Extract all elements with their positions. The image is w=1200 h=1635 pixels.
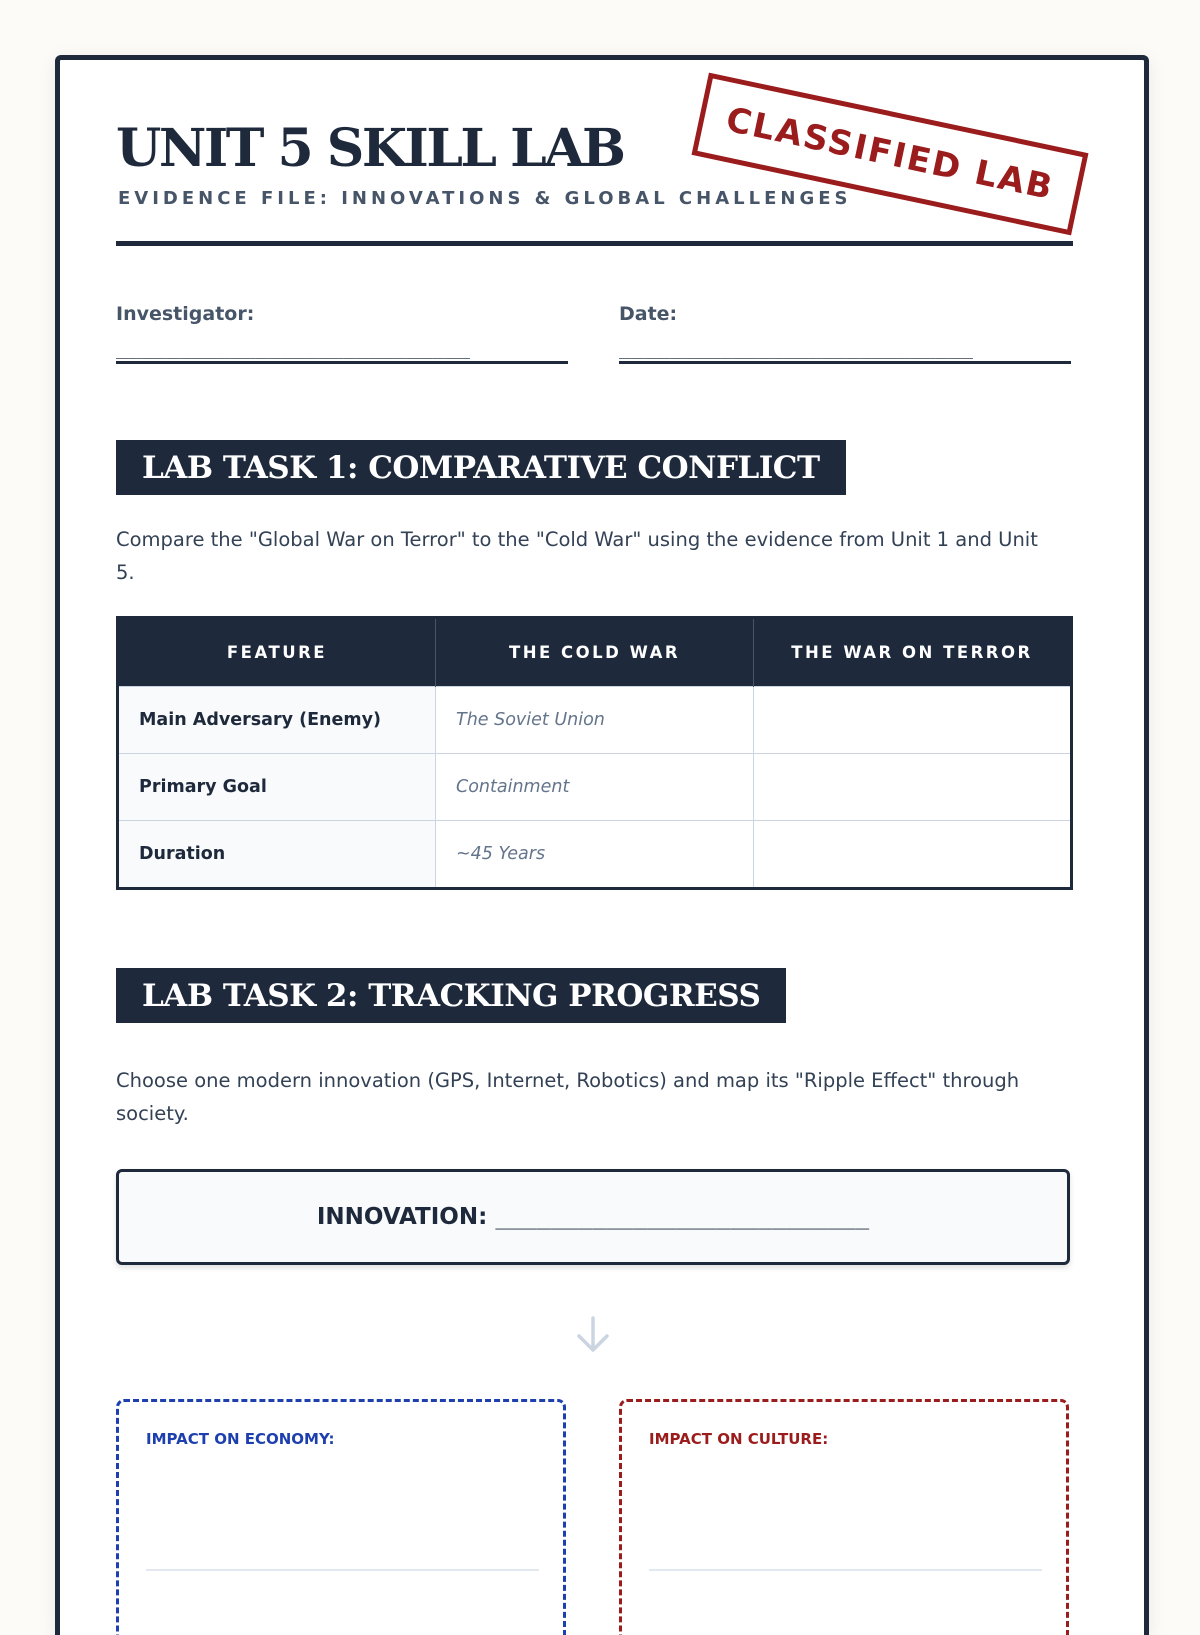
feature-cell: Primary Goal xyxy=(118,754,436,821)
lab-worksheet xyxy=(55,55,1149,1635)
column-header-feature: FEATURE xyxy=(118,618,436,687)
cold-war-cell: ~45 Years xyxy=(436,821,754,889)
feature-cell: Main Adversary (Enemy) xyxy=(118,687,436,754)
table-header-row xyxy=(118,618,1072,687)
investigator-label: Investigator: xyxy=(116,303,255,325)
investigator-underline xyxy=(116,361,568,364)
date-underline xyxy=(619,361,1071,364)
date-blank[interactable]: ____________________________ xyxy=(619,335,974,359)
classified-stamp: CLASSIFIED LAB xyxy=(692,73,1089,236)
investigator-field[interactable] xyxy=(116,303,591,364)
header-divider xyxy=(116,241,1073,246)
feature-cell: Duration xyxy=(118,821,436,889)
impact-culture-label: IMPACT ON CULTURE: xyxy=(649,1430,829,1448)
investigator-blank[interactable]: ____________________________ xyxy=(116,335,471,359)
war-on-terror-answer-cell[interactable] xyxy=(754,687,1072,754)
war-on-terror-answer-cell[interactable] xyxy=(754,821,1072,889)
innovation-label: INNOVATION: xyxy=(316,1204,488,1230)
date-label: Date: xyxy=(619,303,678,325)
cold-war-cell: Containment xyxy=(436,754,754,821)
comparison-table xyxy=(116,616,1073,890)
task2-heading: LAB TASK 2: TRACKING PROGRESS xyxy=(116,968,786,1023)
table-row xyxy=(118,754,1072,821)
page-subtitle: EVIDENCE FILE: INNOVATIONS & GLOBAL CHALLENGES xyxy=(118,188,852,209)
impact-economy-label: IMPACT ON ECONOMY: xyxy=(146,1430,335,1448)
table-row xyxy=(118,821,1072,889)
page-title: UNIT 5 SKILL LAB xyxy=(116,118,624,179)
table-row xyxy=(118,687,1072,754)
column-header-cold-war: THE COLD WAR xyxy=(436,618,754,687)
date-field[interactable] xyxy=(619,303,1094,364)
cold-war-cell: The Soviet Union xyxy=(436,687,754,754)
war-on-terror-answer-cell[interactable] xyxy=(754,754,1072,821)
column-header-war-on-terror: THE WAR ON TERROR xyxy=(754,618,1072,687)
innovation-blank[interactable]: ___________________________ xyxy=(495,1204,870,1230)
arrow-down-icon xyxy=(573,1314,613,1356)
task1-heading: LAB TASK 1: COMPARATIVE CONFLICT xyxy=(116,440,846,495)
task1-instructions: Compare the "Global War on Terror" to the "Cold War" using the evidence from Unit 1 and Unit 5. xyxy=(116,528,1038,584)
task2-instructions: Choose one modern innovation (GPS, Internet, Robotics) and map its "Ripple Effect" through society. xyxy=(116,1069,1020,1125)
answer-line xyxy=(146,1569,539,1571)
answer-line xyxy=(649,1569,1042,1571)
innovation-box[interactable] xyxy=(116,1169,1070,1265)
